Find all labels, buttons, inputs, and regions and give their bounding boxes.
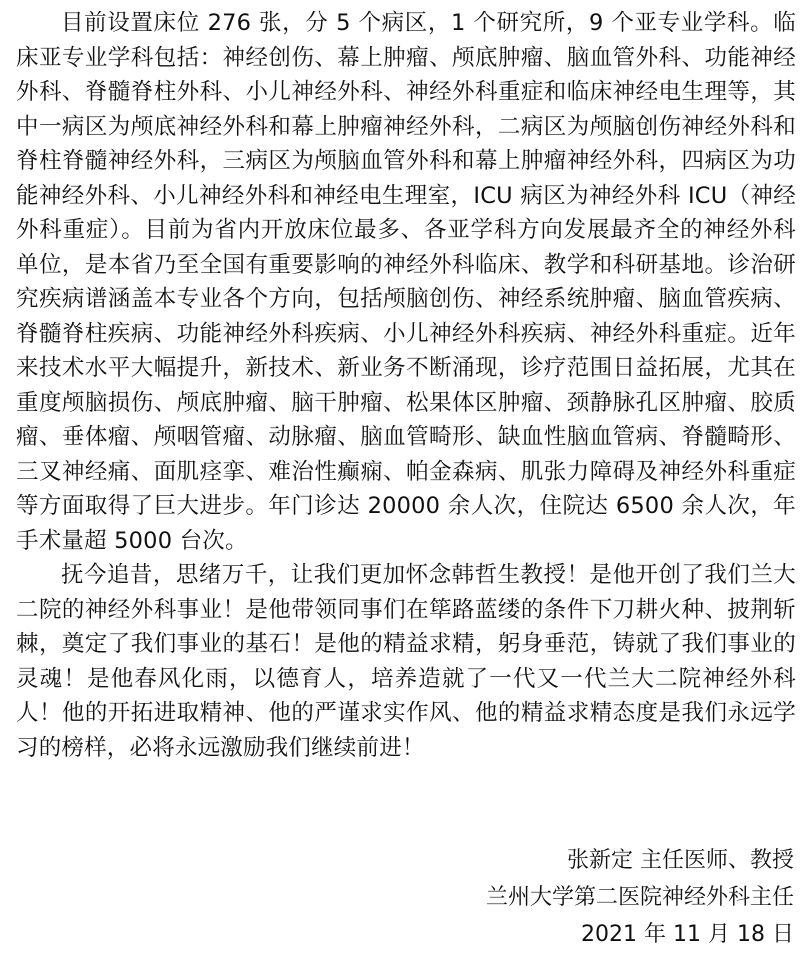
signature-date: 2021 年 11 月 18 日 — [581, 922, 794, 947]
signature-block — [394, 842, 794, 953]
signature-name-title: 张新定 主任医师、教授 — [567, 848, 794, 873]
signature-affiliation: 兰州大学第二医院神经外科主任 — [485, 885, 794, 910]
body-paragraph-2: 抚今追昔，思绪万千，让我们更加怀念韩哲生教授！是他开创了我们兰大二院的神经外科事业！是他带领同事们在筚路蓝缕的条件下刀耕火种、披荆斩棘，奠定了我们事业的基石！是他的精益求精，躬身垂范，铸就了我们事业的灵魂！是他春风化雨，以德育人，培养造就了一代又一代兰大二院神经外科人！他的开拓进取精神、他的严谨求实作风、他的精益求精态度是我们永远学习的榜样，必将永远激励我们继续前进！ — [16, 562, 796, 761]
body-paragraph-1: 目前设置床位 276 张，分 5 个病区，1 个研究所，9 个亚专业学科。临床亚专业学科包括：神经创伤、幕上肿瘤、颅底肿瘤、脑血管外科、功能神经外科、脊髓脊柱外科、小儿神经外科、神经外科重症和临床神经电生理等，其中一病区为颅底神经外科和幕上肿瘤神经外科，二病区为颅脑创伤神经外科和脊柱脊髓神经外科，三病区为颅脑血管外科和幕上肿瘤神经外科，四病区为功能神经外科、小儿神经外科和神经电生理室，ICU 病区为神经外科 ICU（神经外科重症）。目前为省内开放床位最多、各亚学科方向发展最齐全的神经外科单位，是本省乃至全国有重要影响的神经外科临床、教学和科研基地。诊治研究疾病谱涵盖本专业各个方向，包括颅脑创伤、神经系统肿瘤、脑血管疾病、脊髓脊柱疾病、功能神经外科疾病、小儿神经外科疾病、神经外科重症。近年来技术水平大幅提升，新技术、新业务不断涌现，诊疗范围日益拓展，尤其在重度颅脑损伤、颅底肿瘤、脑干肿瘤、松果体区肿瘤、颈静脉孔区肿瘤、胶质瘤、垂体瘤、颅咽管瘤、动脉瘤、脑血管畸形、缺血性脑血管病、脊髓畸形、三叉神经痛、面肌痉挛、难治性癫痫、帕金森病、肌张力障碍及神经外科重症等方面取得了巨大进步。年门诊达 20000 余人次，住院达 6500 余人次，年手术量超 5000 台次。 — [16, 10, 796, 554]
